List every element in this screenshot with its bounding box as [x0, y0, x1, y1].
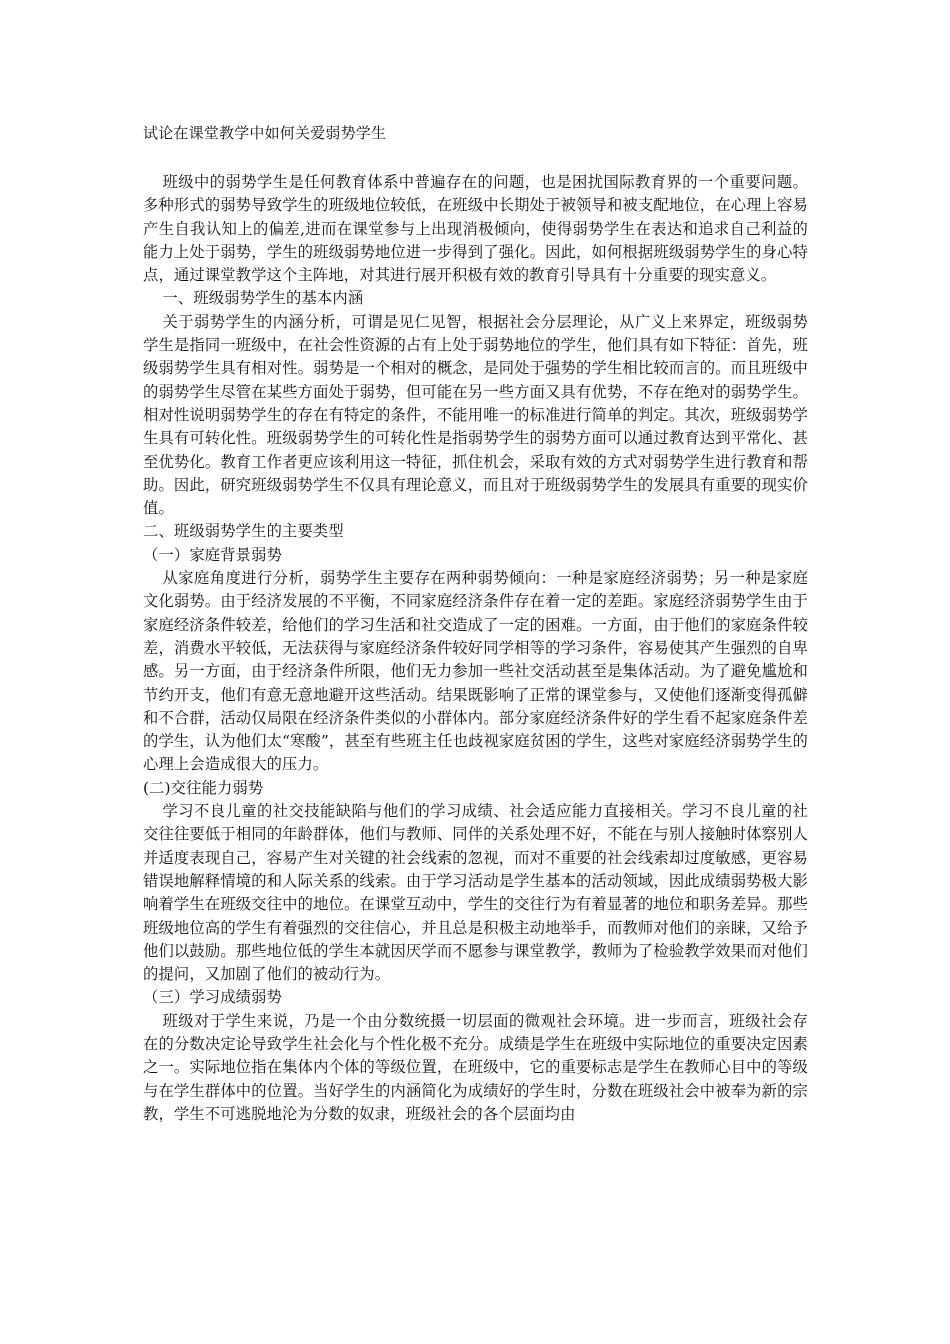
section-heading-1: 一、班级弱势学生的基本内涵	[162, 289, 364, 308]
subsection-heading-grades: （三）学习成绩弱势	[143, 988, 283, 1007]
paragraph-family: 从家庭角度进行分析，弱势学生主要存在两种弱势倾向：一种是家庭经济弱势；另一种是家庭文化弱势。由于经济发展的不平衡，不同家庭经济条件存在着一定的差距。家庭经济弱势学生由于家庭经济条件较差，给他们的学习生活和社交造成了一定的困难。一方面，由于他们的家庭条件较差，消费水平较低，无法获得与家庭经济条件较好同学相等的学习条件，容易使其产生强烈的自卑感。另一方面，由于经济条件所限，他们无力参加一些社交活动甚至是集体活动。为了避免尴尬和节约开支，他们有意无意地避开这些活动。结果既影响了正常的课堂参与，又使他们逐渐变得孤僻和不合群，活动仅局限在经济条件类似的小群体内。部分家庭经济条件好的学生看不起家庭条件差的学生，认为他们太“寒酸”，甚至有些班主任也歧视家庭贫困的学生，这些对家庭经济弱势学生的心理上会造成很大的压力。	[143, 569, 808, 774]
paragraph-definition: 关于弱势学生的内涵分析，可谓是见仁见智，根据社会分层理论，从广义上来界定，班级弱势学生是指同一班级中，在社会性资源的占有上处于弱势地位的学生，他们具有如下特征：首先，班级弱势学生具有相对性。弱势是一个相对的概念，是同处于强势的学生相比较而言的。而且班级中的弱势学生尽管在某些方面处于弱势，但可能在另一些方面又具有优势，不存在绝对的弱势学生。相对性说明弱势学生的存在有特定的条件，不能用唯一的标准进行简单的判定。其次，班级弱势学生具有可转化性。班级弱势学生的可转化性是指弱势学生的弱势方面可以通过教育达到平常化、甚至优势化。教育工作者更应该利用这一特征，抓住机会，采取有效的方式对弱势学生进行教育和帮助。因此，研究班级弱势学生不仅具有理论意义，而且对于班级弱势学生的发展具有重要的现实价值。	[143, 312, 808, 518]
document-page	[143, 122, 808, 1126]
paragraph-grades: 班级对于学生来说，乃是一个由分数统摄一切层面的微观社会环境。进一步而言，班级社会存在的分数决定论导致学生社会化与个性化极不充分。成绩是学生在班级中实际地位的重要决定因素之一。实际地位指在集体内个体的等级位置，在班级中，它的重要标志是学生在教师心目中的等级与在学生群体中的位置。当好学生的内涵简化为成绩好的学生时，分数在班级社会中被奉为新的宗教，学生不可逃脱地沦为分数的奴隶，班级社会的各个层面均由	[143, 1011, 808, 1123]
document-title: 试论在课堂教学中如何关爱弱势学生	[143, 124, 387, 142]
paragraph-social: 学习不良儿童的社交技能缺陷与他们的学习成绩、社会适应能力直接相关。学习不良儿童的社交往往要低于相同的年龄群体，他们与教师、同伴的关系处理不好，不能在与别人接触时体察别人并适度表现自己，容易产生对关键的社会线索的忽视，而对不重要的社会线索却过度敏感，更容易错误地解释情境的和人际关系的线索。由于学习活动是学生基本的活动领域，因此成绩弱势极大影响着学生在班级交往中的地位。在课堂互动中，学生的交往行为有着显著的地位和职务差异。那些班级地位高的学生有着强烈的交往信心，并且总是积极主动地举手，而教师对他们的亲睐，又给予他们以鼓励。那些地位低的学生本就因厌学而不愿参与课堂教学，教师为了检验教学效果而对他们的提问，又加剧了他们的被动行为。	[143, 802, 808, 984]
section-heading-2: 二、班级弱势学生的主要类型	[143, 522, 344, 541]
document-body	[143, 171, 808, 1126]
subsection-heading-social: (二)交往能力弱势	[143, 778, 264, 797]
paragraph-intro: 班级中的弱势学生是任何教育体系中普遍存在的问题，也是困扰国际教育界的一个重要问题。多种形式的弱势导致学生的班级地位较低，在班级中长期处于被领导和被支配地位，在心理上容易产生自我认知上的偏差,进而在课堂参与上出现消极倾向，使得弱势学生在表达和追求自己利益的能力上处于弱势，学生的班级弱势地位进一步得到了强化。因此，如何根据班级弱势学生的身心特点，通过课堂教学这个主阵地，对其进行展开积极有效的教育引导具有十分重要的现实意义。	[143, 173, 808, 285]
subsection-heading-family: （一）家庭背景弱势	[143, 545, 283, 564]
